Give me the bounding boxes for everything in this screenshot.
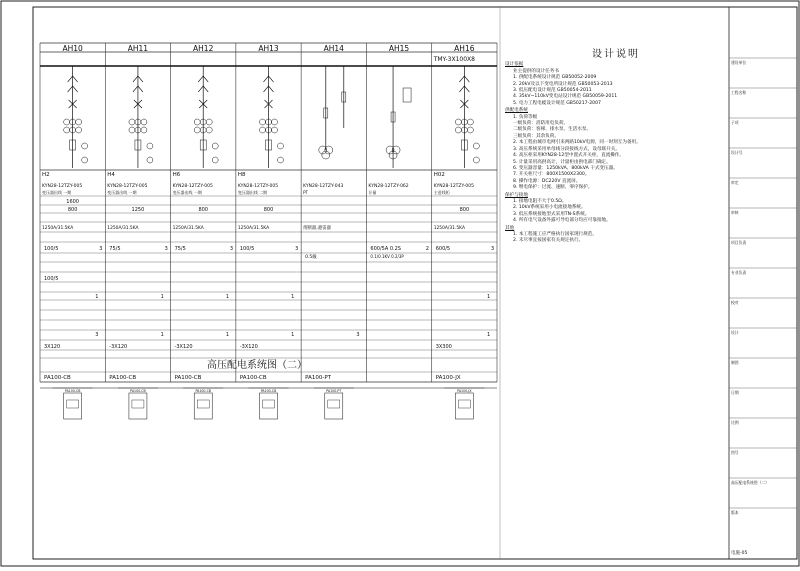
ct-count: 3 [229, 246, 234, 252]
title-block-cell: 工程名称 [731, 90, 747, 95]
ct-ratio: 100/5 [239, 246, 255, 252]
title-block-cell: 版本 [731, 510, 739, 515]
notes-line: 9. 继电保护：过流、速断、零序保护。 [513, 185, 593, 191]
cable-spec: -3X120 [239, 344, 258, 350]
busbar-spec: TMY-3X100X8 [433, 56, 475, 63]
indicator-lamp [278, 143, 284, 149]
row-value: 3 [95, 332, 99, 338]
ct-symbol [129, 127, 135, 133]
pt-ratio: 0.1/0.1KV 0.2/3P [370, 254, 404, 259]
meter-display [197, 400, 209, 408]
breaker-rating: 1250A/31.5KA [42, 226, 74, 231]
column-header-ah14: AH14 [323, 44, 344, 53]
ct-symbol [260, 119, 266, 125]
notes-line: 8. 操作电源：DC220V 直流屏。 [513, 178, 581, 184]
rated-current-2: 800 [459, 207, 470, 213]
notes-line: 1. 接地电阻不大于0.5Ω。 [513, 198, 567, 204]
rated-current-2: 800 [198, 207, 208, 213]
rated-current-2: 800 [67, 207, 78, 213]
notes-line: 3. 低压系统接地型式采用TN-S系统。 [513, 211, 590, 217]
ct-count: 3 [99, 246, 103, 252]
ct-symbol [141, 127, 147, 133]
row-value: 1 [291, 332, 295, 338]
notes-line: 三级负荷：其余负荷。 [513, 133, 559, 139]
meter-box [455, 393, 473, 419]
cubicle-use: 变压器出线 一期 [42, 190, 72, 195]
notes-line: 2. 未尽事宜按国家有关规定执行。 [513, 238, 584, 244]
row-value: 1 [95, 294, 99, 300]
meter-model: PA100-CB [239, 375, 267, 381]
cubicle-ah11 [107, 66, 167, 419]
indicator-lamp [147, 157, 153, 163]
ct-symbol [206, 119, 212, 125]
ct-symbol [129, 119, 135, 125]
meter-box [129, 393, 147, 419]
cubicle-use: PT [303, 190, 309, 195]
rated-current-2: 800 [263, 207, 274, 213]
notes-line: 3. 低压配电设计规范 GB50054-2011 [513, 88, 592, 94]
meter-model: PA100-PT [305, 375, 332, 381]
title-block-cell: 比例 [731, 420, 739, 425]
ct-symbol [455, 127, 461, 133]
breaker-rating: 熔断器,避雷器 [303, 226, 331, 231]
notes-heading: 设计依据 [505, 62, 524, 68]
cubicle-model: KYN28-12TZY-005 [433, 184, 474, 189]
ct-ratio: 75/5 [174, 246, 186, 252]
row-value: 1 [225, 294, 230, 300]
ct-ratio: 100/5 [44, 246, 59, 252]
cubicle-use: 变压器出线 一期 [172, 190, 202, 195]
row-value: 1 [160, 332, 164, 338]
title-block-cell: 审核 [731, 210, 739, 215]
meter-box [194, 393, 212, 419]
cubicle-model: KYN28-12TZY-005 [42, 184, 83, 189]
meter-box-label: PA100-CB [130, 389, 146, 393]
notes-line: 4. 高压柜采用KYN28-12型中置式开关柜，直流操作。 [513, 153, 624, 159]
cubicle-model: KYN28-12TZY-005 [107, 184, 148, 189]
title-block-cell: 设计 [731, 330, 739, 335]
meter-box-label: PA100-CB [195, 389, 211, 393]
column-header-ah10: AH10 [62, 44, 83, 53]
metering-box [403, 88, 411, 102]
meter-box-label: PA100-JX [457, 389, 472, 393]
cubicle-ah15 [368, 66, 428, 252]
meter-box [64, 393, 82, 419]
title-block-cell: 建设单位 [731, 60, 747, 65]
notes-line: 4. 所有电气设备外露可导电部分均应可靠接地。 [513, 218, 611, 224]
ct-symbol [76, 127, 82, 133]
rated-current-2: 1250 [131, 207, 145, 213]
drawing-number: 电施-05 [731, 551, 748, 556]
meter-display [263, 400, 275, 408]
notes-line: 5. 计量采用高供高计，计量柜由供电部门确定。 [513, 159, 611, 165]
notes-heading: 供配电系统 [505, 108, 528, 114]
ct-symbol [141, 119, 147, 125]
column-header-ah16: AH16 [454, 44, 475, 53]
cable-spec: 3X300 [435, 344, 452, 350]
meter-box [325, 393, 343, 419]
ct-symbol [206, 127, 212, 133]
meter-display [67, 400, 79, 408]
indicator-lamp [147, 143, 153, 149]
cubicle-ah14 [303, 66, 359, 419]
ct-symbol [260, 127, 266, 133]
meter-box-label: PA100-PT [326, 389, 342, 393]
notes-title: 设计说明 [592, 49, 640, 60]
notes-line: 业主提供的设计任务书 [513, 68, 559, 74]
title-block-cell: 校对 [731, 300, 739, 305]
meter-display [328, 400, 340, 408]
indicator-lamp [473, 143, 479, 149]
ct-symbol [194, 119, 200, 125]
title-block-cell: 专业负责 [731, 270, 747, 275]
ct-symbol [76, 119, 82, 125]
ct-symbol [64, 119, 70, 125]
notes-line: 一级负荷：消防用电负荷。 [513, 121, 569, 127]
notes-line: 7. 开关柜尺寸：800X1500X2300。 [513, 172, 590, 178]
cubicle-use: 计量 [368, 190, 377, 195]
column-header-ah13: AH13 [258, 44, 279, 53]
meter-model: PA100-JX [435, 375, 461, 381]
ct-symbol [272, 119, 278, 125]
row-value: 1 [160, 294, 164, 300]
meter-model: PA100-CB [174, 375, 202, 381]
notes-line: 二级负荷：客梯、排水泵、生活水泵。 [513, 127, 592, 133]
indicator-lamp [278, 157, 284, 163]
notes-line: 3. 高压系统采用单母线分段接线方式，设母联开关。 [513, 146, 620, 152]
feeder-id: H4 [107, 172, 115, 178]
notes-line: 6. 变压器容量：1250kVA、800kVA 干式变压器。 [513, 165, 618, 171]
ct-symbol [64, 127, 70, 133]
notes-line: 4. 35kV~110kV变电站设计规范 GB50059-2011 [513, 94, 618, 100]
diagram-title: 高压配电系统图（二） [207, 360, 307, 371]
cable-spec: -3X120 [174, 344, 193, 350]
meter-display [458, 400, 470, 408]
ct-count: 3 [295, 246, 299, 252]
indicator-lamp [82, 157, 88, 163]
notes-heading: 保护与接地 [505, 192, 528, 198]
ct-count: 2 [425, 246, 429, 252]
ct-ratio: 600/5A 0.2S [370, 246, 401, 252]
cubicle-use: 变压器出线 二期 [237, 190, 268, 195]
cubicle-model: KYN28-12TZY-005 [237, 184, 279, 189]
rated-current-1: 1600 [66, 199, 80, 205]
row-value: 1 [487, 332, 491, 338]
meter-model: PA100-CB [109, 375, 137, 381]
cubicle-use: 变压器出线 一期 [107, 190, 137, 195]
ct-ratio: 600/5 [435, 246, 451, 252]
title-block-cell: 高压配电系统图（二） [731, 480, 769, 485]
indicator-lamp [473, 157, 479, 163]
title-block-cell: 日期 [731, 390, 739, 395]
meter-model: PA100-CB [44, 375, 71, 381]
design-notes [505, 49, 727, 245]
title-block-cell: 图号 [731, 450, 739, 455]
indicator-lamp [82, 143, 88, 149]
breaker-rating: 1250A/31.5KA [237, 226, 270, 231]
meter-box-label: PA100-CB [64, 389, 81, 393]
breaker-rating: 1250A/31.5KA [107, 226, 139, 231]
cubicle-use: 主进线柜 [433, 190, 450, 195]
kwh-class: 0.5級 [305, 255, 317, 260]
notes-line: 2. 10kV系统采用小电流接地系统。 [513, 205, 586, 211]
notes-line: 1. 供配电系统设计规范 GB50052-2009 [513, 75, 597, 81]
feeder-id: H2 [42, 172, 50, 178]
title-block-cell: 设计号 [731, 150, 743, 155]
ct-symbol [467, 119, 473, 125]
cubicle-model: KYN28-12TZY-005 [172, 184, 213, 189]
ct-ratio: 75/5 [109, 246, 121, 252]
title-block-cell: 制图 [731, 360, 739, 365]
notes-line: 1. 负荷等级 [513, 114, 538, 120]
ct-count: 3 [491, 246, 495, 252]
notes-heading: 其他 [505, 225, 515, 231]
row-value: 1 [487, 294, 491, 300]
title-block-cell: 项目负责 [731, 240, 747, 245]
cable-spec: 3X120 [44, 344, 61, 350]
row-value: 1 [225, 332, 230, 338]
indicator-lamp [212, 157, 218, 163]
feeder-id: H02 [433, 172, 445, 178]
notes-line: 2. 20kV及以下变电所设计规范 GB50053-2013 [513, 81, 613, 87]
title-block-cell: 子项 [731, 120, 739, 125]
cubicle-ah10 [42, 66, 102, 419]
feeder-id: H6 [172, 172, 181, 178]
pt-winding [322, 151, 330, 159]
notes-line: 5. 电力工程电缆设计规范 GB50217-2007 [513, 100, 601, 106]
ct-symbol [272, 127, 278, 133]
ct-ratio-2: 100/5 [44, 276, 59, 282]
notes-line: 2. 本工程由城市电网引来两路10kV电源，同一时刻互为备用。 [513, 140, 641, 146]
meter-display [132, 400, 144, 408]
column-header-ah15: AH15 [388, 44, 410, 53]
meter-box-label: PA100-CB [260, 389, 277, 393]
ct-symbol [455, 119, 461, 125]
cubicle-model: KYN28-12TZY-062 [368, 184, 409, 189]
ct-count: 3 [164, 246, 168, 252]
column-header-ah12: AH12 [193, 44, 214, 53]
cubicle-model: KYN28-12TZY-043 [303, 184, 344, 189]
row-value: 1 [291, 294, 295, 300]
cubicle-ah16 [434, 66, 494, 419]
column-header-ah11: AH11 [127, 44, 149, 53]
breaker-rating: 1250A/31.5KA [433, 226, 465, 231]
ct-symbol [467, 127, 473, 133]
feeder-id: H8 [237, 172, 246, 178]
cable-spec: -3X120 [109, 344, 128, 350]
meter-box [260, 393, 278, 419]
ct-symbol [194, 127, 200, 133]
row-value: 3 [356, 332, 360, 338]
indicator-lamp [212, 143, 218, 149]
title-block-cell: 审定 [731, 180, 739, 185]
breaker-rating: 1250A/31.5KA [172, 226, 204, 231]
notes-line: 1. 本工程施工应严格执行国家现行规范。 [513, 231, 597, 237]
